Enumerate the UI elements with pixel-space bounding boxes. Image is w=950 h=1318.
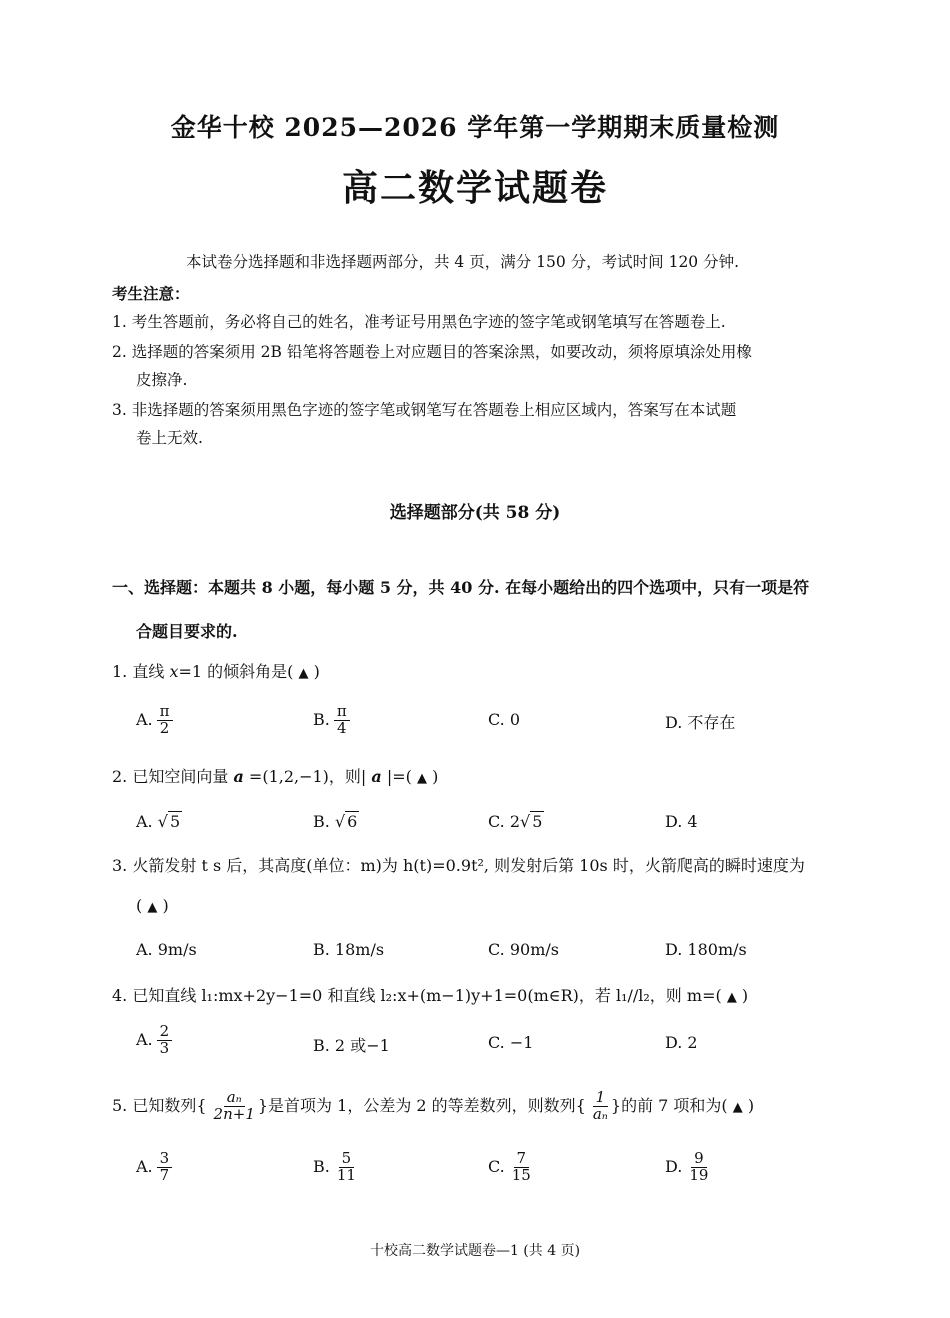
- q1-option-b: B. $\frac{\pi}{4}$: [313, 704, 350, 737]
- q2-option-b: B. √ 6: [313, 812, 358, 831]
- question-2: 2. 已知空间向量 a =(1,2,−1)，则| a |=( ▲ ): [112, 767, 439, 786]
- part-instructions-line1: 一、选择题：本题共 8 小题，每小题 5 分，共 40 分. 在每小题给出的四个选项中，只有一项是符: [112, 578, 810, 597]
- answer-mark: ▲: [298, 666, 309, 681]
- q5-option-d: D. $\frac{9}{19}$: [665, 1149, 709, 1184]
- q4-option-b: B. 2 或−1: [313, 1036, 390, 1055]
- q1-option-d: D. 不存在: [665, 713, 736, 732]
- q5-option-b: B. $\frac{5}{11}$: [313, 1149, 356, 1184]
- exam-title-line2: 高二数学试题卷: [341, 167, 608, 209]
- q3-option-b: B. 18m/s: [313, 940, 385, 959]
- q3-option-c: C. 90m/s: [488, 940, 559, 959]
- part-instructions-line2: 合题目要求的.: [136, 622, 238, 641]
- question-5: 5. 已知数列{ $\frac{\text{aₙ}}{2n+1}$ }是首项为 1，公差为 2 的等差数列，则数列{ $\frac{1}{\text{aₙ}}$ }的前 7 项和为( ▲ ): [112, 1088, 755, 1123]
- q4-option-c: C. −1: [488, 1033, 534, 1052]
- intro-text: 本试卷分选择题和非选择题两部分，共 4 页，满分 150 分，考试时间 120 分钟.: [186, 253, 740, 271]
- question-3-line2: ( ▲ ): [136, 896, 169, 915]
- q3-option-d: D. 180m/s: [665, 940, 747, 959]
- answer-mark: ▲: [726, 990, 737, 1005]
- q2-option-d: D. 4: [665, 812, 698, 831]
- page-footer: 十校高二数学试题卷—1 (共 4 页): [369, 1243, 581, 1259]
- answer-mark: ▲: [732, 1099, 743, 1115]
- q3-option-a: A. 9m/s: [136, 940, 197, 959]
- notice-item-3-cont: 卷上无效.: [136, 429, 203, 447]
- q4-option-a: A. $\frac{2}{3}$: [136, 1024, 172, 1057]
- notice-heading: 考生注意：: [112, 284, 190, 303]
- question-3-line1: 3. 火箭发射 t s 后，其高度(单位：m)为 h(t)=0.9t², 则发射后第 10s 时，火箭爬高的瞬时速度为: [112, 856, 805, 875]
- section-title: 选择题部分(共 58 分): [389, 503, 561, 523]
- exam-title-line1: 金华十校 2025—2026 学年第一学期期末质量检测: [170, 113, 780, 142]
- notice-item-3: 3. 非选择题的答案须用黑色字迹的签字笔或钢笔写在答题卷上相应区域内，答案写在本试题: [112, 401, 737, 419]
- answer-mark: ▲: [417, 771, 427, 786]
- q1-option-a: A. $\frac{\pi}{2}$: [136, 704, 173, 737]
- answer-mark: ▲: [147, 900, 158, 915]
- q4-option-d: D. 2: [665, 1033, 698, 1052]
- notice-item-1: 1. 考生答题前，务必将自己的姓名，准考证号用黑色字迹的签字笔或钢笔填写在答题卷上.: [112, 313, 726, 331]
- question-4: 4. 已知直线 l₁:mx+2y−1=0 和直线 l₂:x+(m−1)y+1=0(m∈R)，若 l₁//l₂，则 m=( ▲ ): [112, 986, 749, 1005]
- q5-option-c: C. $\frac{7}{15}$: [488, 1149, 531, 1184]
- question-1: 1. 直线 x=1 的倾斜角是( ▲ ): [112, 662, 320, 681]
- q2-option-c: C. 2√ 5: [488, 812, 543, 831]
- q2-option-a: A. √ 5: [136, 812, 181, 831]
- q5-option-a: A. $\frac{3}{7}$: [136, 1151, 172, 1184]
- notice-item-2-cont: 皮擦净.: [136, 371, 188, 389]
- notice-item-2: 2. 选择题的答案须用 2B 铅笔将答题卷上对应题目的答案涂黑，如要改动，须将原填涂处用橡: [112, 343, 752, 361]
- q1-option-c: C. 0: [488, 710, 521, 729]
